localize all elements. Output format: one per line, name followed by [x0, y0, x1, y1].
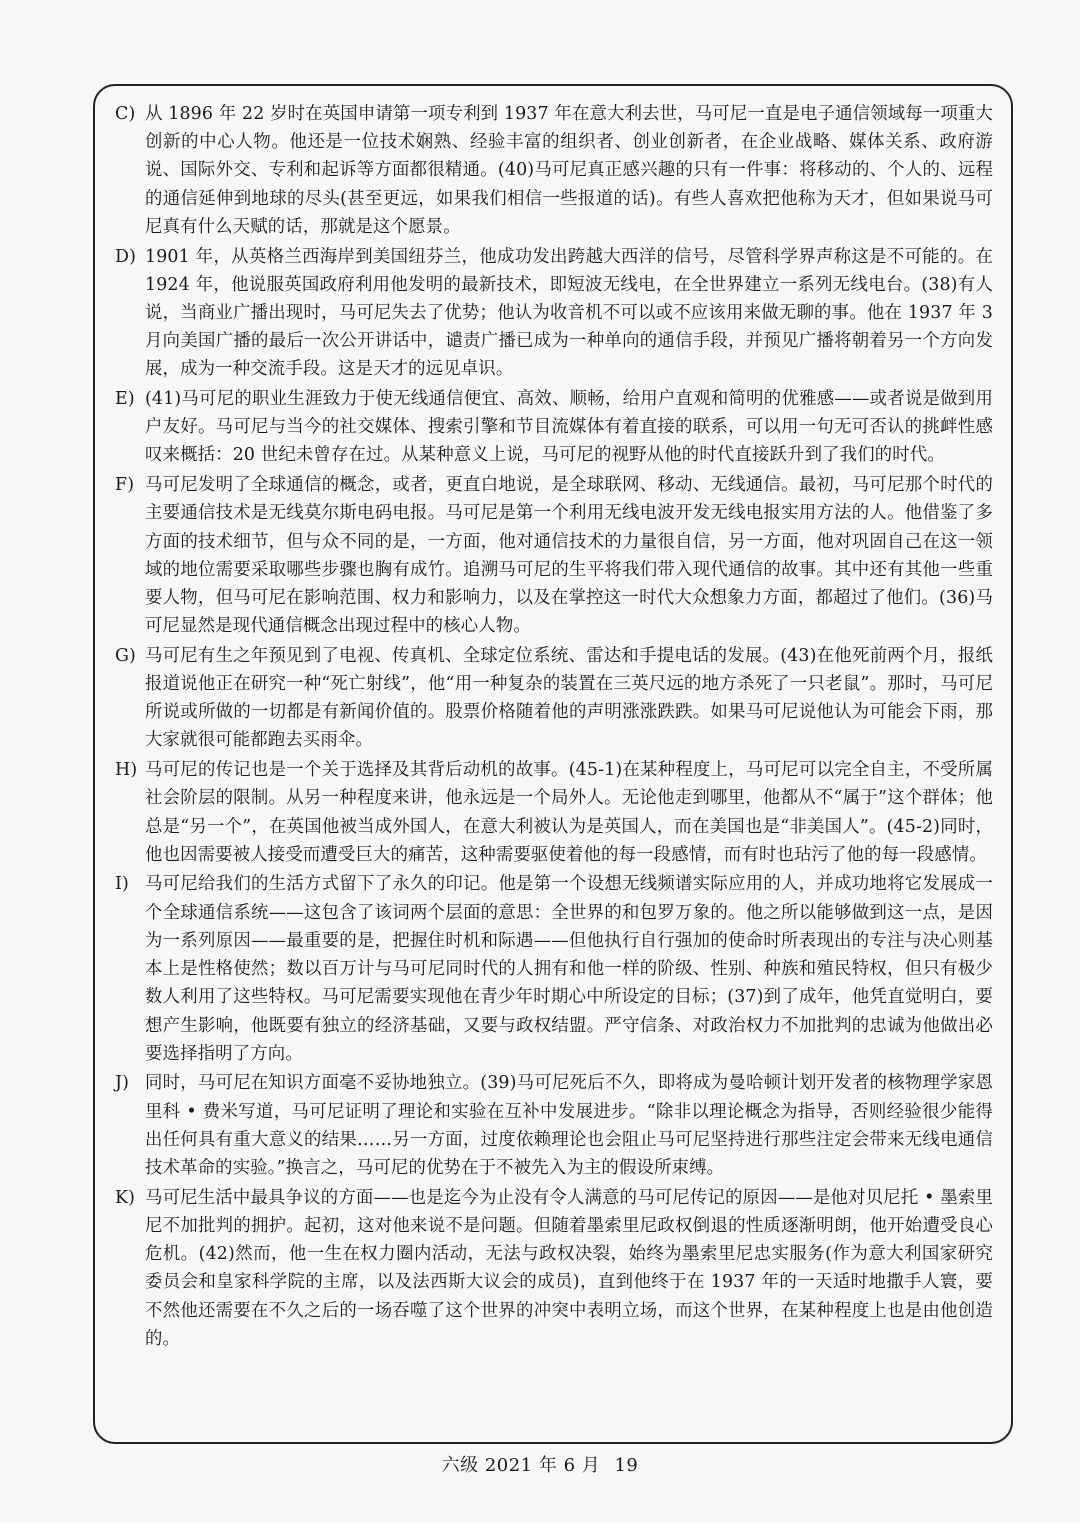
paragraph-label: H) — [115, 760, 138, 781]
page-footer — [0, 1451, 1080, 1477]
paragraph-text: 马可尼的传记也是一个关于选择及其背后动机的故事。(45-1)在某种程度上，马可尼可以完全自主，不受所属社会阶层的限制。从另一种程度来讲，他永远是一个局外人。无论他走到哪里，他都从不“属于”这个群体；他总是“另一个”，在英国他被当成外国人，在意大利被认为是英国人，而在美国也是“非美国人”。(45-2)同时，他也因需要被人接受而遭受巨大的痛苦，这种需要驱使着他的每一段感情，而有时也玷污了他的每一段感情。 — [145, 760, 993, 865]
paragraph-label: F) — [115, 475, 135, 496]
paragraph-k — [115, 1184, 993, 1353]
paragraph-text: 马可尼生活中最具争议的方面——也是迄今为止没有令人满意的马可尼传记的原因——是他对贝尼托 • 墨索里尼不加批判的拥护。起初，这对他来说不是问题。但随着墨索里尼政权倒退的性质逐渐明朗，他开始遭受良心危机。(42)然而，他一生在权力圈内活动，无法与政权决裂，始终为墨索里尼忠实服务(作为意大利国家研究委员会和皇家科学院的主席，以及法西斯大议会的成员)，直到他终于在 1937 年的一天适时地撒手人寰，要不然他还需要在不久之后的一场吞噬了这个世界的冲突中表明立场，而这个世界，在某种程度上也是由他创造的。 — [145, 1187, 993, 1349]
paragraph-label: I) — [115, 874, 129, 895]
paragraph-label: K) — [115, 1187, 136, 1208]
paragraph-f — [115, 471, 993, 640]
paragraph-text: 马可尼发明了全球通信的概念，或者，更直白地说，是全球联网、移动、无线通信。最初，马可尼那个时代的主要通信技术是无线莫尔斯电码电报。马可尼是第一个利用无线电波开发无线电报实用方法的人。他借鉴了多方面的技术细节，但与众不同的是，一方面，他对通信技术的力量很自信，另一方面，他对巩固自己在这一领域的地位需要采取哪些步骤也胸有成竹。追溯马可尼的生平将我们带入现代通信的故事。其中还有其他一些重要人物，但马可尼在影响范围、权力和影响力，以及在掌控这一时代大众想象力方面，都超过了他们。(36)马可尼显然是现代通信概念出现过程中的核心人物。 — [145, 475, 993, 637]
paragraph-text: 同时，马可尼在知识方面毫不妥协地独立。(39)马可尼死后不久，即将成为曼哈顿计划开发者的核物理学家恩里科 • 费米写道，马可尼证明了理论和实验在互补中发展进步。“除非以理论概念为指导，否则经验很少能得出任何具有重大意义的结果……另一方面，过度依赖理论也会阻止马可尼坚持进行那些注定会带来无线电通信技术革命的实验。”换言之，马可尼的优势在于不被先入为主的假设所束缚。 — [145, 1073, 993, 1179]
paragraph-h — [115, 756, 993, 869]
paragraph-text: 马可尼给我们的生活方式留下了永久的印记。他是第一个设想无线频谱实际应用的人，并成功地将它发展成一个全球通信系统——这包含了该词两个层面的意思：全世界的和包罗万象的。他之所以能够做到这一点，是因为一系列原因——最重要的是，把握住时机和际遇——但他执行自行强加的使命时所表现出的专注与决心则基本上是性格使然；数以百万计与马可尼同时代的人拥有和他一样的阶级、性别、种族和殖民特权，但只有极少数人利用了这些特权。马可尼需要实现他在青少年时期心中所设定的目标；(37)到了成年，他凭直觉明白，要想产生影响，他既要有独立的经济基础，又要与政权结盟。严守信条、对政治权力不加批判的忠诚为他做出必要选择指明了方向。 — [145, 874, 993, 1064]
exam-title: 六级 2021 年 6 月 — [441, 1455, 601, 1476]
passage-frame — [93, 84, 1013, 1444]
paragraph-d — [115, 243, 993, 384]
paragraph-label: E) — [115, 389, 135, 410]
paragraph-label: D) — [115, 246, 137, 267]
paragraph-c — [115, 100, 993, 241]
paragraph-g — [115, 642, 993, 755]
paragraph-label: G) — [115, 645, 136, 666]
paragraph-label: C) — [115, 104, 136, 124]
paragraph-text: 从 1896 年 22 岁时在英国申请第一项专利到 1937 年在意大利去世，马可尼一直是电子通信领域每一项重大创新的中心人物。他还是一位技术娴熟、经验丰富的组织者、创业创新者，在企业战略、媒体关系、政府游说、国际外交、专利和起诉等方面都很精通。(40)马可尼真正感兴趣的只有一件事：将移动的、个人的、远程的通信延伸到地球的尽头(甚至更远，如果我们相信一些报道的话)。有些人喜欢把他称为天才，但如果说马可尼真有什么天赋的话，那就是这个愿景。 — [145, 104, 993, 237]
paragraph-text: 马可尼有生之年预见到了电视、传真机、全球定位系统、雷达和手提电话的发展。(43)在他死前两个月，报纸报道说他正在研究一种“死亡射线”，他“用一种复杂的装置在三英尺远的地方杀死了一只老鼠”。那时，马可尼所说或所做的一切都是有新闻价值的。股票价格随着他的声明涨涨跌跌。如果马可尼说他认为可能会下雨，那大家就很可能都跑去买雨伞。 — [145, 645, 993, 751]
page-number: 19 — [614, 1455, 639, 1476]
paragraph-j — [115, 1069, 993, 1182]
paragraph-e — [115, 385, 993, 470]
paragraph-i — [115, 870, 993, 1067]
paragraph-text: 1901 年，从英格兰西海岸到美国纽芬兰，他成功发出跨越大西洋的信号，尽管科学界声称这是不可能的。在 1924 年，他说服英国政府利用他发明的最新技术，即短波无线电，在全世界建立一系列无线电台。(38)有人说，当商业广播出现时，马可尼失去了优势；他认为收音机不可以或不应该用来做无聊的事。他在 1937 年 3 月向美国广播的最后一次公开讲话中，谴责广播已成为一种单向的通信手段，并预见广播将朝着另一个方向发展，成为一种交流手段。这是天才的远见卓识。 — [145, 246, 993, 380]
paragraph-label: J) — [115, 1073, 130, 1094]
paragraph-text: (41)马可尼的职业生涯致力于使无线通信便宜、高效、顺畅，给用户直观和简明的优雅感——或者说是做到用户友好。马可尼与当今的社交媒体、搜索引擎和节目流媒体有着直接的联系，可以用一句无可否认的挑衅性感叹来概括：20 世纪未曾存在过。从某种意义上说，马可尼的视野从他的时代直接跃升到了我们的时代。 — [145, 389, 993, 466]
